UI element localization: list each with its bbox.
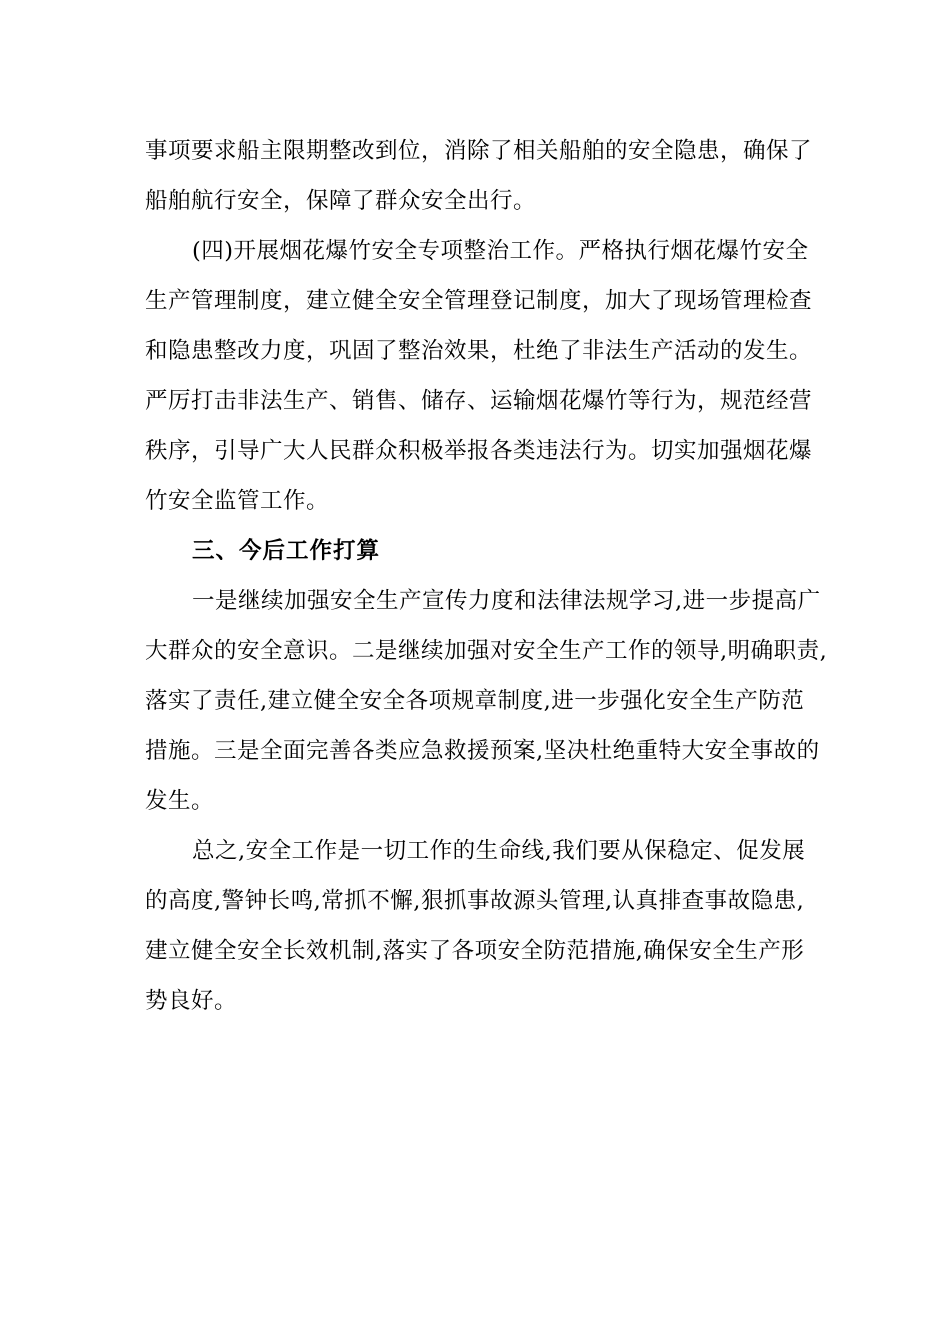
paragraph-line: 落实了责任,建立健全安全各项规章制度,进一步强化安全生产防范 (145, 688, 805, 714)
paragraph-line: 事项要求船主限期整改到位，消除了相关船舶的安全隐患，确保了 (145, 138, 813, 164)
paragraph-line: (四)开展烟花爆竹安全专项整治工作。严格执行烟花爆竹安全 (192, 238, 809, 264)
paragraph-line: 大群众的安全意识。二是继续加强对安全生产工作的领导,明确职责, (145, 638, 828, 664)
paragraph-line: 发生。 (145, 788, 215, 814)
paragraph-line: 一是继续加强安全生产宣传力度和法律法规学习,进一步提高广 (192, 588, 821, 614)
paragraph-line: 总之,安全工作是一切工作的生命线,我们要从保稳定、促发展 (192, 838, 806, 864)
paragraph-line: 的高度,警钟长鸣,常抓不懈,狠抓事故源头管理,认真排查事故隐患, (145, 888, 805, 914)
paragraph-line: 和隐患整改力度，巩固了整治效果，杜绝了非法生产活动的发生。 (145, 338, 813, 364)
paragraph-line: 竹安全监管工作。 (145, 488, 330, 514)
paragraph-line: 严厉打击非法生产、销售、储存、运输烟花爆竹等行为，规范经营 (145, 388, 813, 414)
paragraph-line: 秩序，引导广大人民群众积极举报各类违法行为。切实加强烟花爆 (145, 438, 813, 464)
paragraph-line: 措施。三是全面完善各类应急救援预案,坚决杜绝重特大安全事故的 (145, 738, 820, 764)
paragraph-line: 生产管理制度，建立健全安全管理登记制度，加大了现场管理检查 (145, 288, 813, 314)
section-heading: 三、今后工作打算 (192, 538, 381, 564)
paragraph-line: 建立健全安全长效机制,落实了各项安全防范措施,确保安全生产形 (145, 938, 805, 964)
paragraph-line: 势良好。 (145, 988, 238, 1014)
paragraph-line: 船舶航行安全，保障了群众安全出行。 (145, 188, 537, 214)
